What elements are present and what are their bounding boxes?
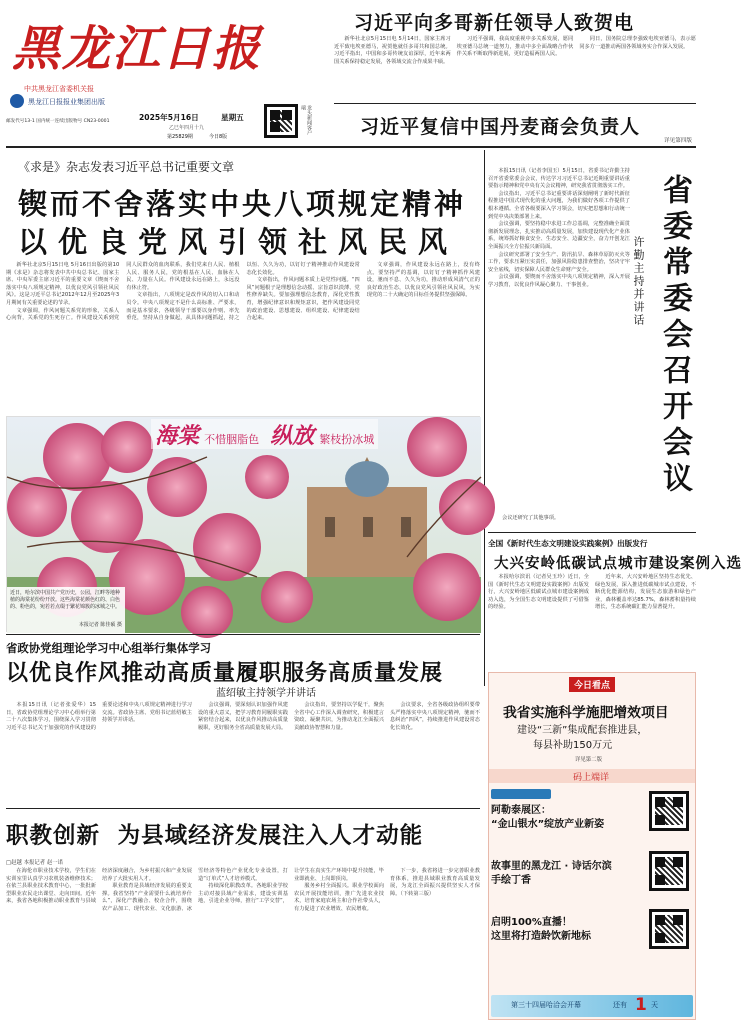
photo-title-a: 海棠 — [155, 423, 200, 449]
top-story-1-body: 新华社北京5月15日电 5月14日，国家主席习近平致电埃亚德马，祝贺他就任多哥共和国总统。习近平指出，中国和多哥传统友谊深厚，近年来两国关系保持稳定发展，各领域交流合作成果丰硕。 习近平强调，我高度重视中多关系发展，愿同埃亚德马总统一道努力，推动中多全面战略合作伙伴关系不断取得新进展，更好造福两国人民。 同日，国务院总理李强致电埃亚德马，表示愿同多方一道推动两国各领域务实合作深入发展。 — [334, 36, 696, 65]
top-headline-2: 习近平复信中国丹麦商会负责人 — [360, 116, 641, 138]
photo-caption: 近日，哈尔滨中国共产党历史，公园，江畔等地种植的海棠花纷纷开放。这些海棠花颜色红的、白色的、粉色的，宛若若点缀于繁花锦簇的冰城之中。 — [10, 590, 121, 610]
daxing-kicker: 全国《新时代生态文明建设实践案例》出版发行 — [488, 539, 648, 548]
qr-caption: 龙头新闻客户端 — [300, 105, 312, 135]
photo-title — [151, 419, 378, 449]
committee-end: 会议还研究了其他事项。 — [502, 515, 560, 521]
photo-title-d: 繁枝扮冰城 — [319, 433, 375, 446]
committee-sub: 许勤主持并讲话 — [632, 236, 645, 327]
cppcc-story[interactable] — [6, 636, 480, 804]
issue-number: 第25829期 — [167, 134, 193, 140]
top-headline-1: 习近平向多哥新任领导人致贺电 — [354, 12, 635, 34]
cppcc-body: 本报15日讯（记者张爱华）15日，省政协党组理论学习中心组举行第二十八次集体学习，围绕深入学习贯彻习近平总书记关于加强党的作风建设的重要论述和中央八项规定精神进行学习交流。省政协主席、党组书记蓝绍敏主持领学并讲话。 会议强调，要深刻认识加强作风建设的重大意义，把学习教育同履职实践紧密结合起来，以优良作风推动高质量履职，更好服务全省高质量发展大局。 会议指出，要坚持以学促干，聚焦全省中心工作深入调查研究，积极建言资政、凝聚共识，为推动龙江全面振兴贡献政协智慧和力量。 会议要求，全省各级政协组织要带头严格落实中央八项规定精神，驰而不息纠治“四风”，持续推进作风建设常态化长效化。 — [6, 702, 480, 731]
org-line1: 中共黑龙江省委机关报 — [24, 85, 94, 93]
today-headline[interactable]: 我省实施科学施肥增效项目 — [503, 705, 669, 721]
committee-body: 本报15日讯（记者李国玉）5月15日，省委书记许勤主持召开省委常委会会议，传达学习习近平总书记近期重要讲话重要指示精神和党中央有关会议精神，研究我省贯彻落实工作。 会议指出，习近平总书记重要讲话深刻阐明了新时代新征程推进中国式现代化的重大问题，为我们做好各项工作提供了根本遵循。全省各级要深入学习领会，切实把思想和行动统一到党中央决策部署上来。 会议强调，要坚持稳中求进工作总基调，完整准确全面贯彻新发展理念，扎实推动高质量发展，加快建设现代化产业体系，统筹抓好粮食安全、生态安全、边疆安全，奋力开创龙江全面振兴全方位振兴新局面。 会议研究部署了安全生产、防汛抗旱、森林草原防灭火等工作，要求压紧压实责任，加强风险隐患排查整治，坚决守牢安全底线，切实保障人民群众生命财产安全。 会议强调，要锲而不舍落实中央八项规定精神，深入开展学习教育，以优良作风凝心聚力、干事创业。 — [488, 168, 630, 288]
lunar-date: 乙巳年四月十九 — [169, 125, 205, 131]
cppcc-sub: 蓝绍敏主持领学并讲话 — [216, 688, 316, 699]
daxing-story[interactable] — [488, 536, 742, 668]
today-panel — [488, 672, 696, 1020]
promo-2-qr[interactable] — [649, 851, 689, 891]
today-ref: 详见第二版 — [575, 757, 602, 763]
tagline-text: 码上端详 — [573, 773, 610, 783]
lead-kicker: 《求是》杂志发表习近平总书记重要文章 — [18, 160, 235, 174]
feature-photo[interactable] — [6, 416, 480, 632]
expo-banner[interactable] — [491, 995, 693, 1017]
issue-weekday: 星期五 — [221, 113, 244, 122]
lead-story[interactable] — [6, 150, 480, 414]
expo-banner-text: 第三十四届哈洽会开幕 — [511, 1001, 581, 1009]
promo-3-title-b[interactable]: 这里将打造龄饮新地标 — [491, 931, 591, 942]
today-sub1: 建设“三新”集成配套推进县， — [517, 725, 648, 736]
vocational-story[interactable] — [6, 812, 480, 1020]
lead-headline-1: 锲而不舍落实中央八项规定精神 — [18, 187, 467, 221]
promo-3-qr[interactable] — [649, 909, 689, 949]
promo-2-title-b[interactable]: 手绘丁香 — [491, 875, 531, 886]
promo-1-title-b[interactable]: “金山银水”绽放产业新姿 — [491, 819, 605, 830]
photo-title-b: 不惜胭脂色 — [204, 433, 260, 446]
daxing-headline: 大兴安岭低碳试点城市建设案例入选 — [494, 555, 742, 572]
promo-1-title[interactable]: 阿勒泰展区： — [491, 805, 551, 816]
today-sub2: 每县补助150万元 — [533, 740, 613, 751]
photo-caption-box — [7, 587, 125, 633]
lead-body: 新华社北京5月15日电 5月16日出版的第10期《求是》杂志将发表中共中央总书记、国家主席、中央军委主席习近平的重要文章《锲而不舍落实中央八项规定精神，以优良党风引领社风民风》。这是习近平总书记2012年12月至2025年3月期间有关重要论述的节录。 文章强调，作风问题关系党的形象，关系人心向背，关系党的生死存亡。作风建设关系到党同人民群众的血肉联系，我们党来自人民、植根人民、服务人民，党的根基在人民、血脉在人民、力量在人民。作风建设永远在路上，永远没有休止符。 文章指出，八项规定是改作风的切入口和动员令。中央八项规定不是什么高标准、严要求，而是基本要求，各级领导干部要以身作则、率先垂范，坚持从自身做起，从具体问题抓起，持之以恒、久久为功，以钉钉子精神推动作风建设常态化长效化。 文章指出，作风问题本质上是党性问题。“四风”问题根子是理想信念动摇、宗旨意识淡薄、党性修养缺失。要加强理想信念教育，深化党性教育，增强纪律意识和规矩意识，把作风建设同党的政治建设、思想建设、组织建设、纪律建设结合起来。 文章强调，作风建设永远在路上，没有终点。要坚持严的基调，以钉钉子精神抓作风建设，驰而不息、久久为功，推动形成风清气正的良好政治生态，以优良党风引领社风民风，为实现党的二十大确定的目标任务提供坚强保障。 — [6, 262, 480, 322]
lead-headline-2: 以优良党风引领社风民风 — [18, 225, 459, 259]
cppcc-kicker: 省政协党组理论学习中心组举行集体学习 — [6, 641, 212, 655]
photo-credit: 本报记者 陈佳硕 摄 — [78, 622, 122, 628]
org-line2: 黑龙江日报报业集团出版 — [28, 98, 105, 106]
cppcc-headline: 以优良作风推动高质量履职服务高质量发展 — [6, 660, 444, 686]
app-qr-code[interactable] — [264, 104, 298, 138]
expo-banner-mid: 还有 — [613, 1001, 627, 1009]
date-block — [139, 112, 263, 142]
expo-banner-number: 1 — [635, 995, 647, 1015]
top-story-2-ref: 详见第四版 — [664, 138, 692, 144]
today-label: 今日看点 — [569, 677, 615, 692]
promo-1-tag — [491, 789, 551, 799]
daxing-body: 本报哈尔滨讯（记者吴玉玲）近日，全国《新时代生态文明建设实践案例》出版发行，大兴安岭地区低碳试点城市建设案例成功入选，为全国生态文明建设提供了可借鉴的经验。 近年来，大兴安岭地区坚持生态优先、绿色发展，深入推进低碳城市试点建设，不断优化能源结构，发展生态旅游和绿色产业，森林覆盖率达85.7%，森林蓄积量持续增长，生态系统碳汇能力显著提升。 — [488, 574, 696, 611]
committee-story[interactable] — [488, 150, 696, 530]
committee-headline: 省委常委会召开会议 — [657, 174, 692, 498]
newspaper-logo: 黑龙江日报 — [12, 21, 263, 77]
promo-1-qr[interactable] — [649, 791, 689, 831]
page-count: 今日8版 — [209, 134, 228, 140]
issue-date: 2025年5月16日 — [139, 113, 199, 122]
org-logo-icon — [10, 94, 24, 108]
vocational-headline: 职教创新 为县域经济发展注入人才动能 — [6, 823, 424, 849]
photo-title-c: 纵放 — [270, 423, 315, 449]
expo-banner-unit: 天 — [651, 1001, 658, 1009]
top-right-story-2[interactable] — [334, 106, 696, 144]
issue-codes: 邮发代号13-1 国内统一连续出版物号 CN23-0001 — [6, 119, 110, 124]
top-right-story-1[interactable] — [334, 6, 696, 100]
promo-2-title[interactable]: 故事里的黑龙江 · 诗话尔滨 — [491, 861, 612, 872]
vocational-body: 在海伦市职业技术学校，学生们在实训室里认真学习农机装备维修技术；在依兰县职业技术教育中心，一批批新型职业农民走出课堂、走向田间。近年来，我省各地积极推动职业教育与县域经济深度融合，为乡村振兴和产业发展培养了大批实用人才。 职业教育是县域经济发展的重要支撑。我省坚持“产业需要什么就培养什么”，深化产教融合、校企合作，围绕农产品加工、现代农业、文化旅游、冰雪经济等特色产业优化专业设置，打造“订单式”人才培养模式。 持续深化职教改革。各地职业学校主动对接县域产业需求，建设实训基地，引进企业导师，推行“工学交替”，让学生在真实生产环境中提升技能，毕业即就业、上岗即顶岗。 服务乡村全面振兴。职业学校面向农民开展技能培训，推广先进农业技术，培育家庭农场主和合作社带头人，有力促进了农业增效、农民增收。 下一步，我省将进一步完善职业教育体系，推进县域职业教育高质量发展，为龙江全面振兴提供坚实人才保障。（下转第三版） — [6, 868, 480, 912]
vocational-byline: □赵越 本报记者 赵一诺 — [6, 860, 64, 866]
promo-3-title[interactable]: 启明100%直播！ — [491, 917, 572, 928]
